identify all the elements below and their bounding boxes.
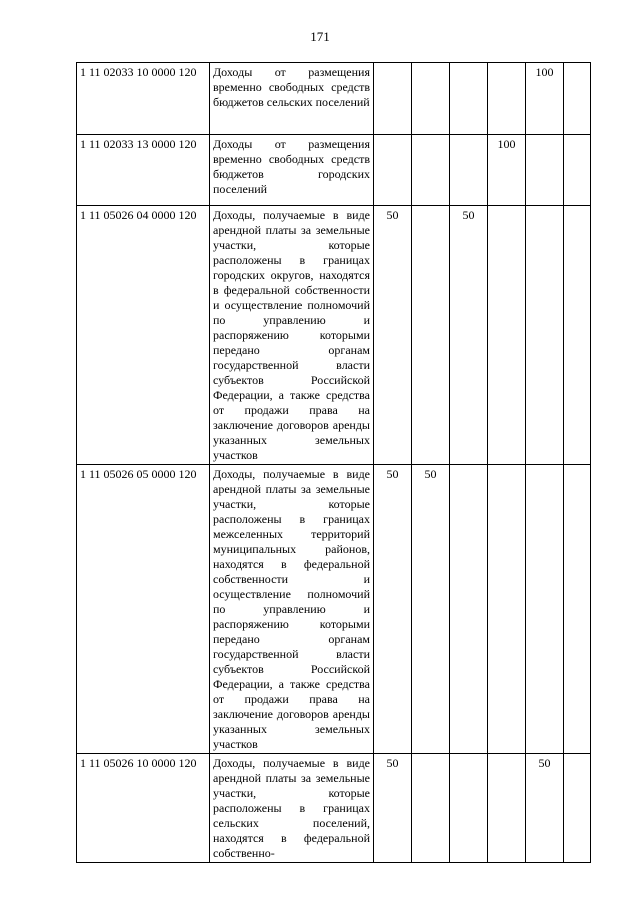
allocation-cell	[488, 754, 526, 863]
table-row	[77, 754, 591, 863]
allocation-cell	[488, 63, 526, 135]
allocation-cell	[374, 63, 412, 135]
allocation-cell	[488, 206, 526, 465]
allocation-cell: 50	[450, 206, 488, 465]
allocation-cell: 100	[488, 135, 526, 206]
budget-classification-code: 1 11 05026 05 0000 120	[77, 465, 210, 754]
allocation-cell	[488, 465, 526, 754]
allocation-cell	[564, 754, 591, 863]
table-row	[77, 63, 591, 135]
allocation-cell	[450, 465, 488, 754]
allocation-cell	[412, 206, 450, 465]
allocation-cell	[564, 465, 591, 754]
allocation-cell	[412, 63, 450, 135]
allocation-cell	[526, 135, 564, 206]
allocation-cell: 100	[526, 63, 564, 135]
budget-classification-code: 1 11 02033 13 0000 120	[77, 135, 210, 206]
table-row	[77, 465, 591, 754]
allocation-cell	[450, 63, 488, 135]
allocation-cell	[412, 135, 450, 206]
page-number: 171	[310, 29, 330, 44]
allocation-cell	[564, 206, 591, 465]
allocation-cell: 50	[412, 465, 450, 754]
allocation-cell: 50	[526, 754, 564, 863]
revenue-description: Доходы от размещения временно свободных средств бюджетов городских поселений	[210, 135, 374, 206]
allocation-cell: 50	[374, 754, 412, 863]
table-row	[77, 135, 591, 206]
budget-classification-code: 1 11 02033 10 0000 120	[77, 63, 210, 135]
table-row	[77, 206, 591, 465]
allocation-cell	[564, 135, 591, 206]
allocation-cell	[450, 135, 488, 206]
allocation-cell: 50	[374, 206, 412, 465]
allocation-cell	[374, 135, 412, 206]
revenue-description: Доходы от размещения временно свободных средств бюджетов сельских поселений	[210, 63, 374, 135]
allocation-cell	[526, 206, 564, 465]
revenue-description: Доходы, получаемые в виде арендной платы за земельные участки, которые расположены в границах межселенных территорий муниципальных районов, находятся в федеральной собственности и осуществление полномочий по управлению и распоряжению которыми передано органам государственной власти субъектов Российской Федерации, а также средства от продажи права на заключение договоров аренды указанных земельных участков	[210, 465, 374, 754]
allocation-cell	[564, 63, 591, 135]
allocation-cell: 50	[374, 465, 412, 754]
revenue-description: Доходы, получаемые в виде арендной платы за земельные участки, которые расположены в границах сельских поселений, находятся в федеральной собственно-	[210, 754, 374, 863]
budget-classification-code: 1 11 05026 10 0000 120	[77, 754, 210, 863]
revenue-allocation-table	[76, 62, 591, 863]
budget-classification-code: 1 11 05026 04 0000 120	[77, 206, 210, 465]
revenue-description: Доходы, получаемые в виде арендной платы за земельные участки, которые расположены в границах городских округов, находятся в федеральной собственности и осуществление полномочий по управлению и распоряжению которыми передано органам государственной власти субъектов Российской Федерации, а также средства от продажи права на заключение договоров аренды указанных земельных участков	[210, 206, 374, 465]
allocation-cell	[450, 754, 488, 863]
allocation-cell	[526, 465, 564, 754]
allocation-cell	[412, 754, 450, 863]
